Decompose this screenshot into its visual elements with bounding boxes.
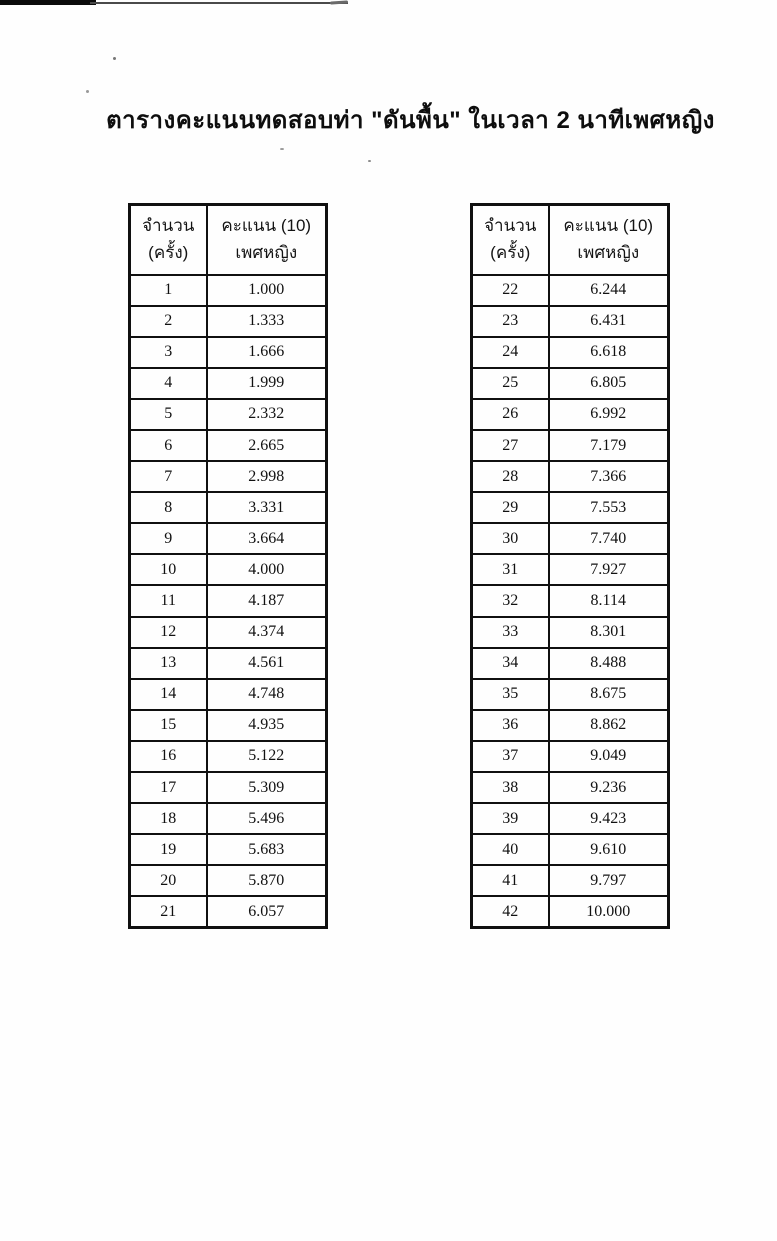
table-row: [472, 896, 669, 927]
table-row: [130, 865, 327, 896]
count-cell: 28: [472, 461, 549, 492]
score-column-header: [549, 205, 669, 275]
count-cell: 3: [130, 337, 207, 368]
count-column-header: [472, 205, 549, 275]
count-cell: 17: [130, 772, 207, 803]
score-cell: 5.309: [207, 772, 327, 803]
table-row: [130, 679, 327, 710]
score-header-line2: เพศหญิง: [235, 242, 298, 262]
count-cell: 21: [130, 896, 207, 927]
count-cell: 22: [472, 275, 549, 306]
count-header-line2: (ครั้ง): [148, 242, 189, 262]
score-header-line1: คะแนน (10): [221, 216, 312, 236]
table-row: [472, 585, 669, 616]
score-cell: 4.561: [207, 648, 327, 679]
count-cell: 34: [472, 648, 549, 679]
count-header-line1: จำนวน: [484, 216, 537, 236]
scan-artifact-bar: [0, 0, 96, 5]
scan-noise-dot: [280, 148, 284, 150]
score-cell: 1.666: [207, 337, 327, 368]
count-cell: 6: [130, 430, 207, 461]
count-cell: 15: [130, 710, 207, 741]
table-row: [130, 896, 327, 927]
table-row: [130, 710, 327, 741]
table-row: [472, 710, 669, 741]
table-row: [130, 461, 327, 492]
score-cell: 7.553: [549, 492, 669, 523]
count-cell: 42: [472, 896, 549, 927]
table-row: [472, 430, 669, 461]
table-row: [130, 399, 327, 430]
table-row: [130, 368, 327, 399]
score-cell: 8.488: [549, 648, 669, 679]
score-cell: 3.331: [207, 492, 327, 523]
score-cell: 6.057: [207, 896, 327, 927]
count-cell: 33: [472, 617, 549, 648]
table-row: [472, 275, 669, 306]
table-row: [130, 741, 327, 772]
count-header-line2: (ครั้ง): [490, 242, 531, 262]
table-row: [130, 523, 327, 554]
score-cell: 4.374: [207, 617, 327, 648]
table-row: [472, 306, 669, 337]
count-cell: 18: [130, 803, 207, 834]
count-cell: 19: [130, 834, 207, 865]
table-row: [472, 554, 669, 585]
score-cell: 7.740: [549, 523, 669, 554]
score-table-right: [470, 203, 670, 929]
table-row: [472, 492, 669, 523]
header-row: [472, 205, 669, 275]
score-cell: 9.236: [549, 772, 669, 803]
count-cell: 16: [130, 741, 207, 772]
table-row: [130, 306, 327, 337]
table-row: [472, 523, 669, 554]
count-header-line1: จำนวน: [142, 216, 195, 236]
count-cell: 10: [130, 554, 207, 585]
table-row: [472, 772, 669, 803]
score-cell: 1.333: [207, 306, 327, 337]
count-cell: 7: [130, 461, 207, 492]
score-cell: 6.618: [549, 337, 669, 368]
table-row: [472, 679, 669, 710]
score-cell: 9.049: [549, 741, 669, 772]
score-cell: 5.122: [207, 741, 327, 772]
count-cell: 40: [472, 834, 549, 865]
table-row: [130, 803, 327, 834]
score-cell: 5.870: [207, 865, 327, 896]
count-column-header: [130, 205, 207, 275]
count-cell: 41: [472, 865, 549, 896]
score-cell: 6.992: [549, 399, 669, 430]
score-cell: 10.000: [549, 896, 669, 927]
count-cell: 30: [472, 523, 549, 554]
score-cell: 8.675: [549, 679, 669, 710]
count-cell: 36: [472, 710, 549, 741]
table-row: [472, 865, 669, 896]
score-cell: 7.179: [549, 430, 669, 461]
score-cell: 2.998: [207, 461, 327, 492]
score-cell: 4.187: [207, 585, 327, 616]
count-cell: 2: [130, 306, 207, 337]
table-row: [130, 585, 327, 616]
table-row: [472, 648, 669, 679]
table-row: [130, 834, 327, 865]
table-row: [130, 772, 327, 803]
table-row: [472, 399, 669, 430]
score-cell: 8.301: [549, 617, 669, 648]
score-cell: 6.244: [549, 275, 669, 306]
score-header-line2: เพศหญิง: [577, 242, 640, 262]
score-cell: 3.664: [207, 523, 327, 554]
score-cell: 4.935: [207, 710, 327, 741]
table-row: [130, 337, 327, 368]
count-cell: 25: [472, 368, 549, 399]
table-row: [130, 648, 327, 679]
count-cell: 4: [130, 368, 207, 399]
table-row: [130, 430, 327, 461]
score-cell: 9.797: [549, 865, 669, 896]
score-cell: 4.000: [207, 554, 327, 585]
score-cell: 5.683: [207, 834, 327, 865]
count-cell: 27: [472, 430, 549, 461]
score-cell: 7.927: [549, 554, 669, 585]
score-column-header: [207, 205, 327, 275]
count-cell: 14: [130, 679, 207, 710]
score-cell: 7.366: [549, 461, 669, 492]
table-row: [130, 492, 327, 523]
count-cell: 9: [130, 523, 207, 554]
count-cell: 5: [130, 399, 207, 430]
score-cell: 9.423: [549, 803, 669, 834]
score-cell: 2.665: [207, 430, 327, 461]
table-row: [472, 803, 669, 834]
count-cell: 12: [130, 617, 207, 648]
scan-noise-dot: [368, 160, 371, 162]
count-cell: 13: [130, 648, 207, 679]
count-cell: 39: [472, 803, 549, 834]
score-table-left: [128, 203, 328, 929]
count-cell: 32: [472, 585, 549, 616]
count-cell: 8: [130, 492, 207, 523]
scan-noise-dot: [113, 57, 116, 60]
table-row: [472, 461, 669, 492]
count-cell: 26: [472, 399, 549, 430]
count-cell: 23: [472, 306, 549, 337]
count-cell: 35: [472, 679, 549, 710]
score-cell: 5.496: [207, 803, 327, 834]
table-row: [130, 275, 327, 306]
count-cell: 37: [472, 741, 549, 772]
table-row: [472, 368, 669, 399]
score-cell: 1.999: [207, 368, 327, 399]
header-row: [130, 205, 327, 275]
score-cell: 6.805: [549, 368, 669, 399]
count-cell: 11: [130, 585, 207, 616]
score-cell: 9.610: [549, 834, 669, 865]
scan-noise-dot: [86, 90, 89, 93]
score-header-line1: คะแนน (10): [563, 216, 654, 236]
count-cell: 31: [472, 554, 549, 585]
count-cell: 38: [472, 772, 549, 803]
table-row: [472, 337, 669, 368]
score-cell: 1.000: [207, 275, 327, 306]
table-row: [130, 617, 327, 648]
score-cell: 8.114: [549, 585, 669, 616]
page-title: ตารางคะแนนทดสอบท่า "ดันพื้น" ในเวลา 2 นาทีเพศหญิง: [106, 107, 715, 134]
score-cell: 6.431: [549, 306, 669, 337]
table-row: [130, 554, 327, 585]
score-cell: 8.862: [549, 710, 669, 741]
count-cell: 29: [472, 492, 549, 523]
table-row: [472, 834, 669, 865]
table-body-left: [130, 275, 327, 928]
count-cell: 24: [472, 337, 549, 368]
table-body-right: [472, 275, 669, 928]
table-row: [472, 741, 669, 772]
count-cell: 1: [130, 275, 207, 306]
count-cell: 20: [130, 865, 207, 896]
table-row: [472, 617, 669, 648]
score-cell: 4.748: [207, 679, 327, 710]
scan-artifact-line: [90, 2, 348, 4]
score-cell: 2.332: [207, 399, 327, 430]
